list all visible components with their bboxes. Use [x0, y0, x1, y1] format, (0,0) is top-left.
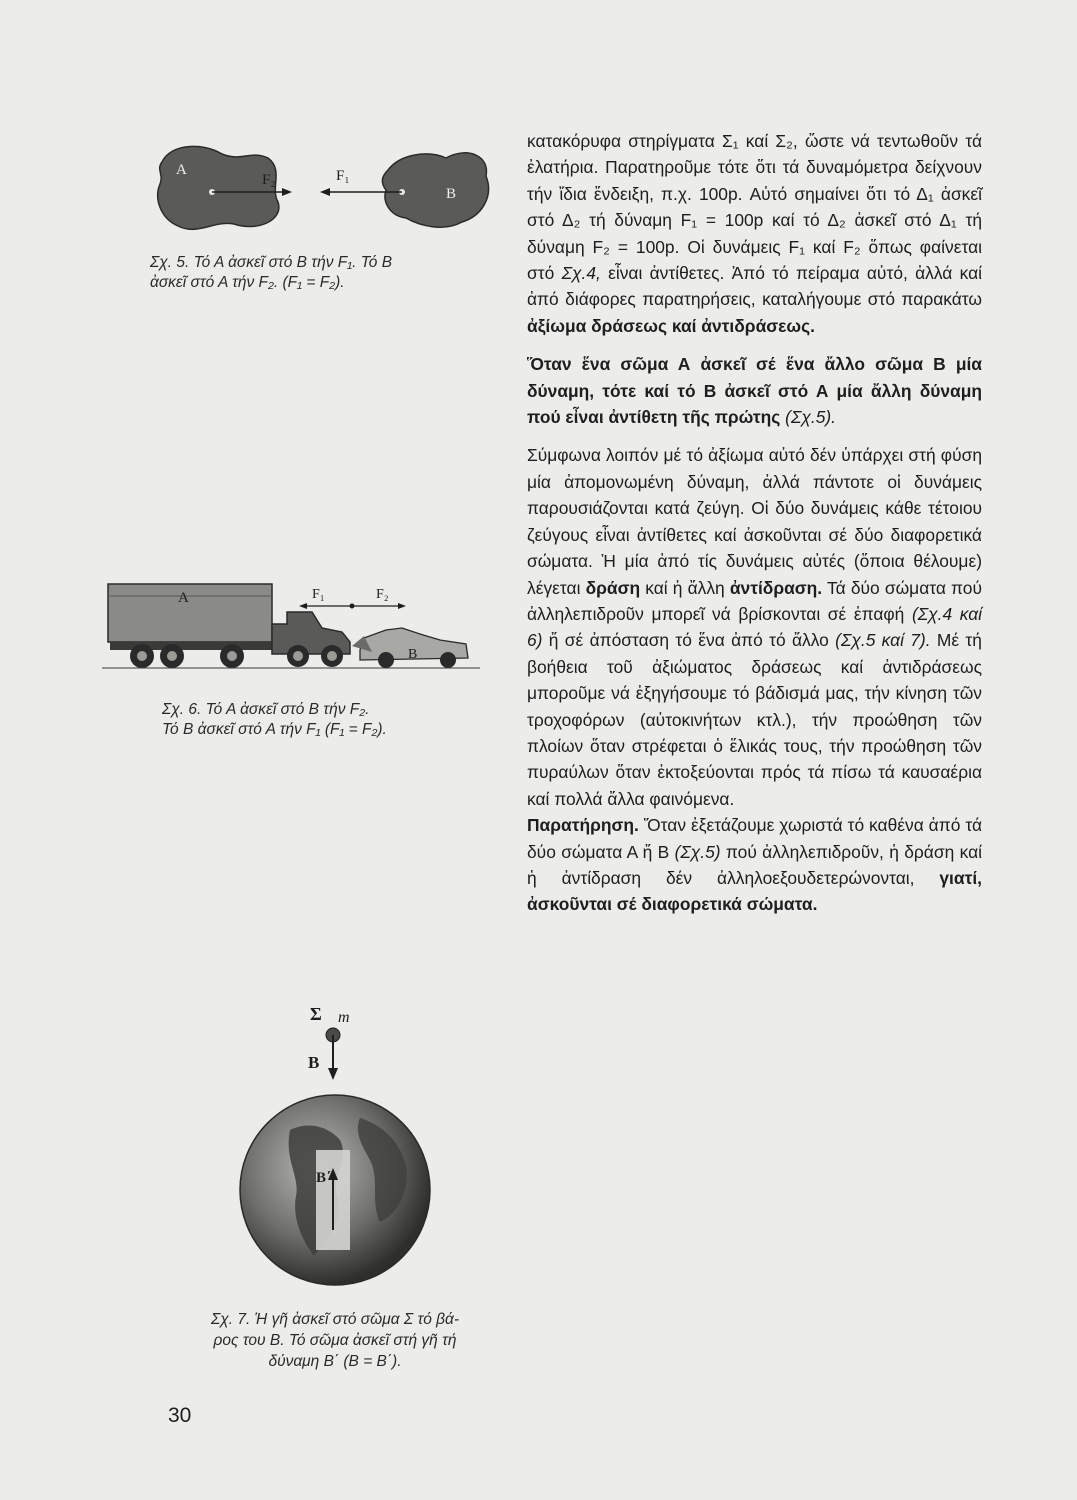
fig5-label-b: B: [446, 186, 457, 202]
fig7-label-m: m: [338, 1009, 350, 1026]
figure-5-caption: Σχ. 5. Τό Α ἀσκεῖ στό Β τήν F₁. Τό Β ἀσκεῖ στό Α τήν F₂. (F₁ = F₂).: [150, 254, 393, 291]
figure-6-caption: Σχ. 6. Τό Α ἀσκεῖ στό Β τήν F₂. Τό Β ἀσκεῖ στό Α τήν F₁ (F₁ = F₂).: [162, 701, 387, 738]
fig7-label-sigma: Σ: [310, 1004, 322, 1024]
fig5-label-f2: F₂: [262, 172, 276, 188]
body-b-blob: [382, 153, 488, 227]
main-text-column: [527, 128, 982, 918]
figure-6-diagram: [102, 578, 482, 678]
fig5-label-f1: F₁: [336, 168, 350, 184]
paragraph-remark: Παρατήρηση. Ὅταν ἐξετάζουμε χωριστά τό καθένα ἀπό τά δύο σώματα Α ἤ Β (Σχ.5) πού ἀλληλεπιδροῦν, ἡ δράση καί ἡ ἀντίδραση δέν ἀλληλοεξουδετερώνονται, γιατί, ἀσκοῦνται σέ διαφορετικά σώματα.: [527, 815, 983, 915]
fig5-label-a: A: [176, 162, 187, 178]
fig6-label-f2: F₂: [376, 587, 389, 602]
fig7-label-b-prime: B΄: [316, 1170, 331, 1186]
fig6-label-a: A: [178, 590, 189, 606]
truck-trailer-a: [108, 584, 272, 642]
page-number: 30: [168, 1404, 192, 1427]
body-a-blob: [158, 146, 279, 229]
fig6-label-f1: F₁: [312, 587, 325, 602]
paragraph-explanation: Σύμφωνα λοιπόν μέ τό ἀξίωμα αὐτό δέν ὑπάρχει στή φύση μία ἀπομονωμένη δύναμη, ἀλλά πάντοτε οἱ δυνάμεις παρουσιάζονται κατά ζεύγη. Οἱ δύο δυνάμεις κάθε τέτοιου ζεύγους εἶναι ἀντίθετες καί ἀσκοῦνται σέ δύο διαφορετικά σώματα. Ἡ μία ἀπό τίς δυνάμεις αὐτές (ὅποια θέλουμε) λέγεται δράση καί ἡ ἄλλη ἀντίδραση. Τά δύο σώματα πού ἀλληλεπιδροῦν μπορεῖ νά βρίσκονται σέ ἐπαφή (Σχ.4 καί 6) ἤ σέ ἀπόσταση τό ἕνα ἀπό τό ἄλλο (Σχ.5 καί 7). Μέ τή βοήθεια τοῦ ἀξιώματος δράσεως καί ἀντιδράσεως μποροῦμε νά ἐξηγήσουμε τό βάδισμά μας, τήν κίνηση τῶν τροχοφόρων (αὐτοκινήτων κτλ.), τήν προώθηση τῶν πλοίων ὅταν στρέφεται ὁ ἕλικάς τους, τήν προώθηση τῶν πυραύλων ὅταν ἐκτοξεύονται πρός τά πίσω τά καυσαέρια καί πολλά ἄλλα φαινόμενα.: [527, 445, 982, 809]
figure-7-diagram: [230, 1000, 450, 1300]
fig7-label-b: B: [308, 1053, 320, 1072]
paragraph-experiment: κατακόρυφα στηρίγματα Σ₁ καί Σ₂, ὥστε νά τεντωθοῦν τά ἐλατήρια. Παρατηροῦμε τότε ὅτι τά δυναμόμετρα δείχνουν τήν ἴδια ἔνδειξη, π.χ. 100p. Αὐτό σημαίνει ὅτι τό Δ₁ ἀσκεῖ στό Δ₂ τή δύναμη F₁ = 100p καί τό Δ₂ ἀσκεῖ στό Δ₁ τή δύναμη F₂ = 100p. Οἱ δυνάμεις F₁ καί F₂ ὅπως φαίνεται στό Σχ.4, εἶναι ἀντίθετες. Ἀπό τό πείραμα αὐτό, ἀλλά καί ἀπό διάφορες παρατηρήσεις, καταλήγουμε στό παρακάτω ἀξίωμα δράσεως καί ἀντιδράσεως.: [527, 131, 983, 336]
figure-5-diagram: [150, 140, 500, 240]
figure-7-caption: Σχ. 7. Ἡ γῆ ἀσκεῖ στό σῶμα Σ τό βά- ρος του Β. Τό σῶμα ἀσκεῖ στή γῆ τή δύναμη Β΄ (Β = Β΄).: [210, 1311, 460, 1370]
fig6-label-b: B: [408, 647, 418, 662]
paragraph-axiom: Ὅταν ἕνα σῶμα Α ἀσκεῖ σέ ἕνα ἄλλο σῶμα Β μία δύναμη, τότε καί τό Β ἀσκεῖ στό Α μία ἄλλη δύναμη πού εἶναι ἀντίθετη τῆς πρώτης (Σχ.5).: [527, 354, 982, 428]
